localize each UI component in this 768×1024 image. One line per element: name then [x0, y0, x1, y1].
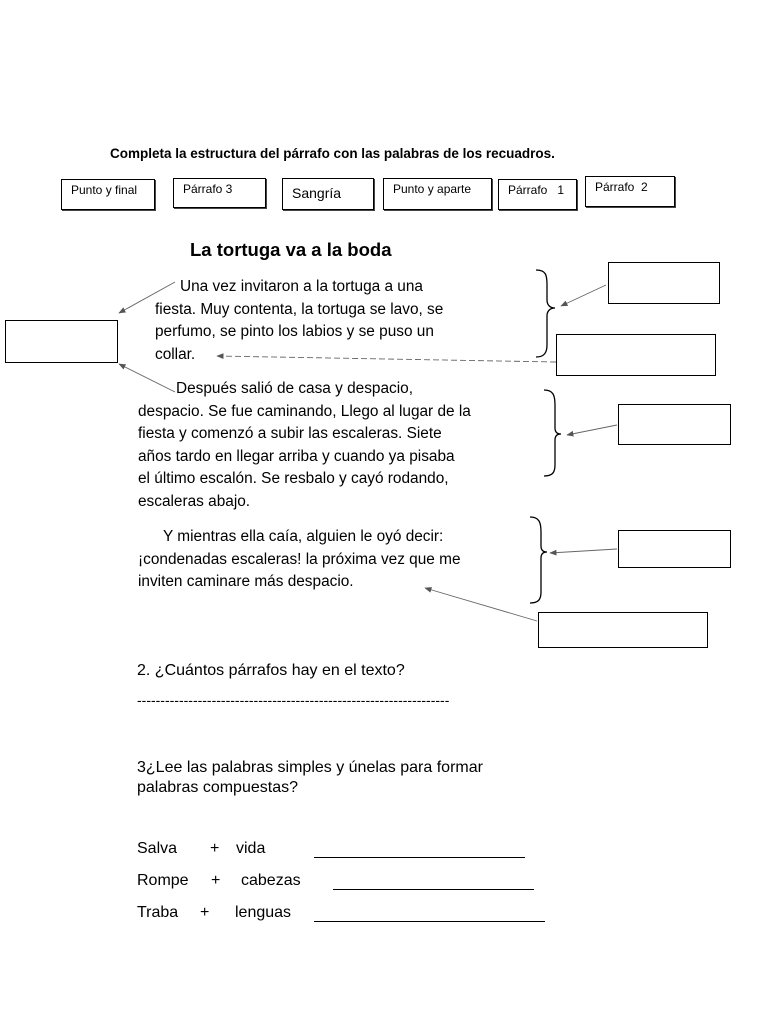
question-3	[137, 758, 483, 798]
word-2: cabezas	[241, 872, 301, 889]
question-3-line: 3¿Lee las palabras simples y únelas para formar	[137, 759, 483, 776]
text-line: fiesta. Muy contenta, la tortuga se lavo, se	[155, 300, 444, 318]
word-2: lenguas	[235, 904, 292, 921]
answer-line[interactable]	[333, 889, 534, 890]
brace-paragraph-1	[536, 270, 555, 357]
plus-sign: +	[211, 872, 221, 889]
text-line: collar.	[155, 345, 196, 363]
text-line: escaleras abajo.	[138, 492, 251, 510]
arrow-line	[425, 588, 537, 621]
question-2: 2. ¿Cuántos párrafos hay en el texto?	[137, 662, 405, 679]
text-line: Después salió de casa y despacio,	[176, 380, 413, 397]
text-line: despacio. Se fue caminando, Llego al lugar de la	[138, 402, 471, 420]
word-1: Rompe	[137, 872, 189, 889]
answer-line[interactable]	[314, 921, 545, 922]
text-line: fiesta y comenzó a subir las escaleras. Siete	[138, 425, 442, 442]
word-box-label: Punto y aparte	[393, 182, 472, 196]
answer-line-q2[interactable]: -------------------------------------------------------------------	[137, 692, 450, 708]
arrow-line	[567, 425, 617, 435]
text-line: perfumo, se pinto los labios y se puso un	[155, 323, 434, 340]
arrow-line	[119, 282, 175, 313]
word-box-label: Párrafo 1	[508, 183, 565, 197]
arrow-line	[119, 364, 175, 392]
text-line: Una vez invitaron a la tortuga a una	[180, 278, 423, 295]
word-box-label: Párrafo 3	[183, 182, 233, 196]
word-box-label: Párrafo 2	[595, 180, 648, 194]
question-3-line: palabras compuestas?	[137, 779, 298, 796]
brace-paragraph-2	[544, 390, 561, 476]
word-2: vida	[236, 840, 266, 857]
word-box-label: Sangría	[292, 185, 342, 201]
instruction: Completa la estructura del párrafo con las palabras de los recuadros.	[110, 146, 555, 161]
word-1: Salva	[137, 840, 178, 857]
arrow-line	[550, 549, 617, 553]
plus-sign: +	[200, 904, 210, 921]
arrow-line	[217, 356, 556, 362]
text-line: Y mientras ella caía, alguien le oyó decir:	[163, 528, 444, 545]
story-title: La tortuga va a la boda	[190, 239, 392, 260]
word-1: Traba	[137, 904, 179, 921]
plus-sign: +	[210, 840, 220, 857]
brace-paragraph-3	[530, 517, 547, 603]
text-line: el último escalón. Se resbalo y cayó rodando,	[138, 470, 449, 487]
word-box-label: Punto y final	[71, 183, 138, 197]
text-line: años tardo en llegar arriba y cuando ya pisaba	[138, 447, 455, 465]
answer-line[interactable]	[314, 857, 525, 858]
text-line: inviten caminare más despacio.	[138, 573, 354, 590]
text-line: ¡condenadas escaleras! la próxima vez que me	[138, 550, 461, 568]
arrow-line	[561, 285, 606, 306]
